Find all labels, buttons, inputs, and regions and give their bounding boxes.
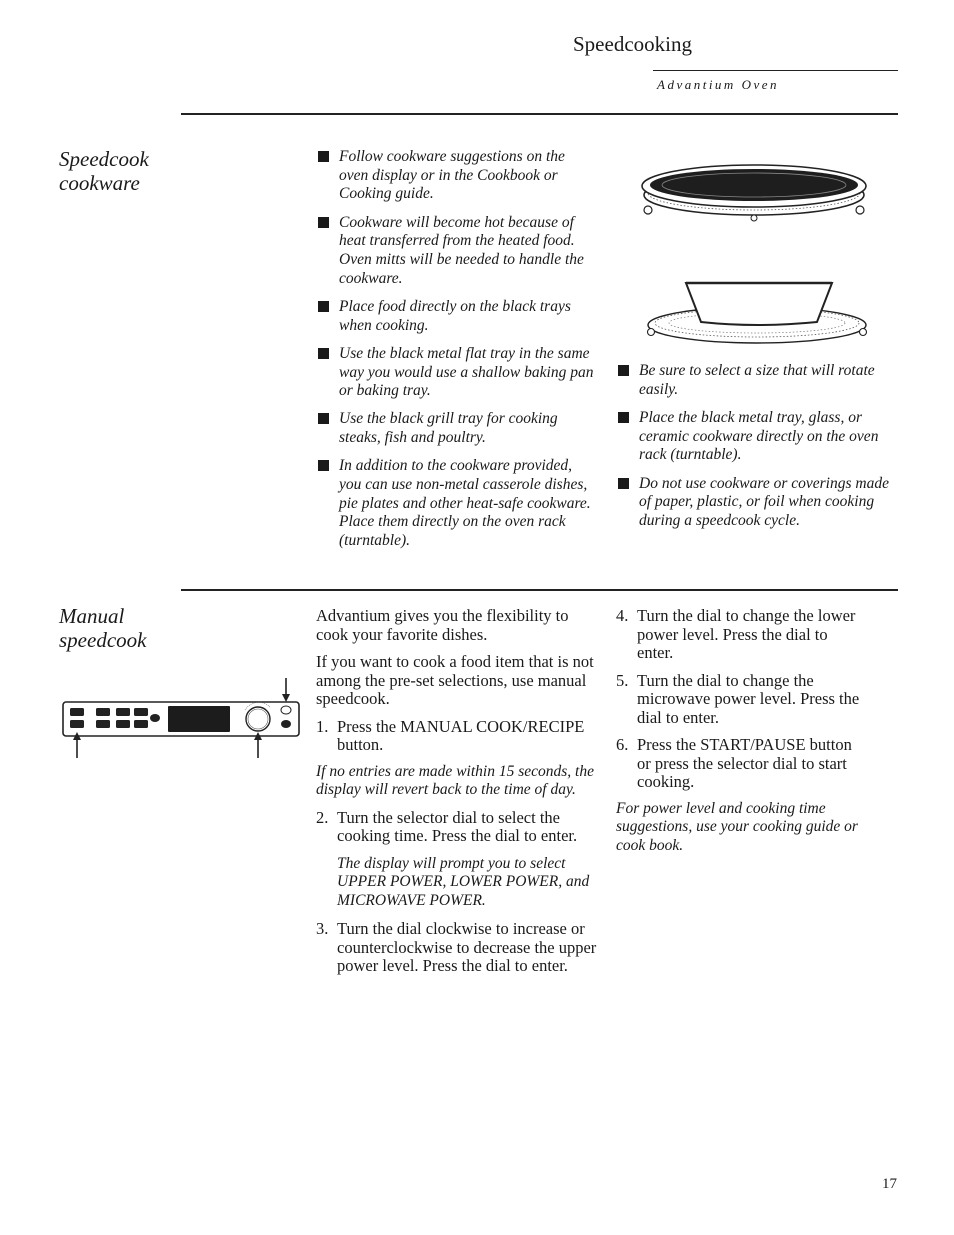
step-item: 3. Turn the dial clockwise to increase or counterclockwise to decrease the upper power level. Press the dial to enter. [316, 919, 597, 975]
bullet-square-icon [318, 348, 329, 359]
flat-tray-illustration [638, 160, 870, 222]
cookware-bullet-list-right [617, 362, 895, 540]
section-divider [181, 589, 898, 591]
bullet-square-icon [618, 412, 629, 423]
heading-line: Manual [59, 604, 125, 628]
intro-paragraph: Advantium gives you the flexibility to cook your favorite dishes. [316, 606, 569, 644]
list-item: Place food directly on the black trays when cooking. [317, 298, 597, 335]
list-item: Use the black grill tray for cooking steaks, fish and poultry. [317, 410, 597, 447]
header-rule [653, 70, 898, 71]
manual-column-left [316, 607, 598, 985]
page-title: Speedcooking [573, 32, 692, 56]
heading-line: cookware [59, 171, 140, 195]
steps-list [316, 718, 598, 755]
step-item: 4. Turn the dial to change the lower power level. Press the dial to enter. [616, 606, 856, 662]
dish-on-rack-illustration [645, 278, 871, 348]
intro-paragraph: If you want to cook a food item that is not among the pre-set selections, use manual speedcook. [316, 652, 594, 708]
steps-list [316, 809, 598, 846]
bullet-square-icon [318, 151, 329, 162]
list-item: Place the black metal tray, glass, or ceramic cookware directly on the oven rack (turntable). [617, 409, 895, 465]
list-item: In addition to the cookware provided, you can use non-metal casserole dishes, pie plates and other heat-safe cookware. Place them directly on the oven rack (turntable). [317, 457, 597, 551]
bullet-square-icon [318, 301, 329, 312]
list-item: Follow cookware suggestions on the oven display or in the Cookbook or Cooking guide. [317, 148, 597, 204]
list-item: Do not use cookware or coverings made of paper, plastic, or foil when cooking during a speedcook cycle. [617, 475, 895, 531]
step-item: 6. Press the START/PAUSE button or press the selector dial to start cooking. [616, 735, 852, 791]
list-item: Cookware will become hot because of heat transferred from the heated food. Oven mitts will be needed to handle the cookware. [317, 214, 597, 289]
heading-line: Speedcook [59, 147, 149, 171]
note-text: The display will prompt you to select UPPER POWER, LOWER POWER, and MICROWAVE POWER. [337, 854, 590, 909]
note-text: If no entries are made within 15 seconds, the display will revert back to the time of day. [316, 762, 594, 798]
page-subtitle: Advantium Oven [657, 77, 780, 92]
step-item: 2. Turn the selector dial to select the cooking time. Press the dial to enter. [316, 807, 578, 845]
manual-column-right [616, 607, 862, 864]
heading-line: speedcook [59, 628, 147, 652]
bullet-square-icon [318, 413, 329, 424]
list-item: Be sure to select a size that will rotate easily. [617, 362, 895, 399]
list-item: Use the black metal flat tray in the same way you would use a shallow baking pan or baking tray. [317, 345, 597, 401]
steps-list [616, 607, 862, 792]
cookware-bullet-list [317, 148, 597, 560]
step-item: 1. Press the MANUAL COOK/RECIPE button. [316, 716, 585, 754]
control-panel-illustration [60, 674, 300, 762]
bullet-square-icon [618, 478, 629, 489]
bullet-square-icon [618, 365, 629, 376]
step-item: 5. Turn the dial to change the microwave power level. Press the dial to enter. [616, 670, 860, 727]
section-heading-speedcook-cookware [59, 147, 179, 195]
page-number: 17 [882, 1176, 897, 1192]
bullet-square-icon [318, 460, 329, 471]
section-divider [181, 113, 898, 115]
steps-list [316, 920, 598, 976]
note-text: For power level and cooking time suggestions, use your cooking guide or cook book. [616, 799, 858, 854]
bullet-square-icon [318, 217, 329, 228]
section-heading-manual-speedcook [59, 604, 179, 652]
